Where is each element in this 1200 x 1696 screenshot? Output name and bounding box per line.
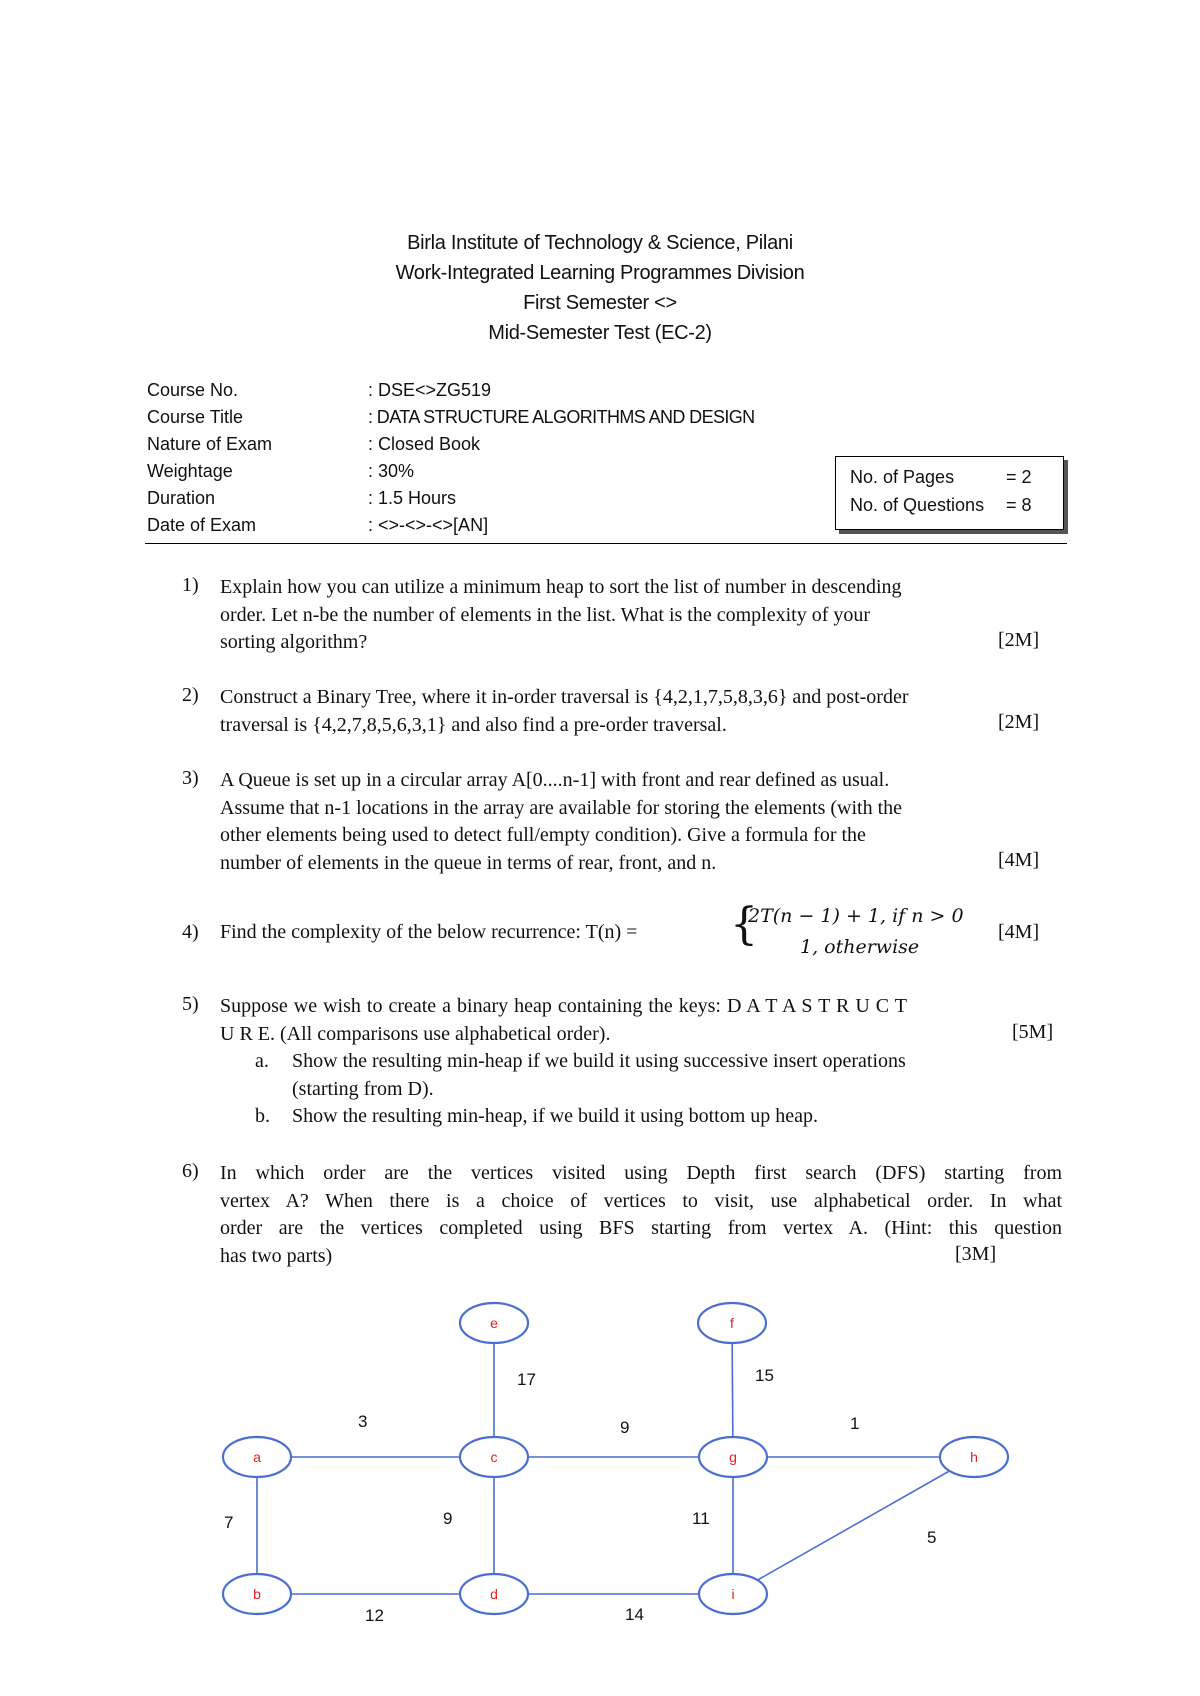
meta-label: Weightage: [147, 461, 233, 481]
subquestion-line: Show the resulting min-heap, if we build it using bottom up heap.: [292, 1105, 819, 1127]
question-line: traversal is {4,2,7,8,5,6,3,1} and also find a pre-order traversal.: [220, 713, 727, 736]
question-line: Suppose we wish to create a binary heap containing the keys: D A T A S T R U C T: [220, 995, 907, 1017]
question-marks: [3M]: [955, 1243, 997, 1265]
questions-label: No. of Questions: [850, 495, 985, 515]
question-number: 3): [182, 767, 199, 789]
edge-weight-label: 3: [358, 1412, 368, 1431]
graph-node-label: a: [253, 1449, 261, 1465]
edge-weight-label: 9: [620, 1418, 630, 1437]
edge-weight-label: 7: [224, 1513, 234, 1532]
question-number: 2): [182, 684, 199, 706]
subquestion-label: b.: [255, 1105, 270, 1127]
meta-value: : DATA STRUCTURE ALGORITHMS AND DESIGN: [368, 407, 755, 427]
question-line: vertex A? When there is a choice of vertices to visit, use alphabetical order. In what: [220, 1189, 1062, 1212]
edge-weight-label: 12: [365, 1606, 384, 1625]
meta-value: : 30%: [368, 461, 415, 481]
division-name: Work-Integrated Learning Programmes Division: [395, 262, 805, 284]
question-number: 1): [182, 574, 199, 596]
question-line: U R E. (All comparisons use alphabetical order).: [220, 1022, 611, 1045]
meta-label: Nature of Exam: [147, 434, 273, 454]
graph-node-label: b: [253, 1586, 261, 1602]
pages-value: = 2: [1006, 467, 1032, 487]
question-line: has two parts): [220, 1244, 333, 1267]
subquestion-line: (starting from D).: [292, 1077, 434, 1100]
question-line: Construct a Binary Tree, where it in-order traversal is {4,2,1,7,5,8,3,6} and post-order: [220, 686, 909, 708]
question-marks: [4M]: [998, 849, 1040, 871]
questions-value: = 8: [1006, 495, 1032, 515]
question-text: Find the complexity of the below recurrence: T(n) =: [220, 921, 638, 943]
question-marks: [2M]: [998, 711, 1040, 733]
question-line: other elements being used to detect full/empty condition). Give a formula for the: [220, 824, 866, 846]
question-number: 4): [182, 921, 199, 943]
question-line: number of elements in the queue in terms of rear, front, and n.: [220, 851, 717, 874]
recurrence-case-1: 2T(n − 1) + 1, if n > 0: [748, 905, 964, 927]
question-line: A Queue is set up in a circular array A[0....n-1] with front and rear defined as usual.: [220, 769, 890, 791]
meta-value: : 1.5 Hours: [368, 488, 457, 508]
edge-weight-label: 14: [625, 1605, 644, 1624]
meta-label: Date of Exam: [147, 515, 257, 535]
graph-node-label: g: [729, 1449, 737, 1465]
recurrence-case-2: 1, otherwise: [800, 936, 920, 958]
meta-label: Course No.: [147, 380, 239, 400]
brace-symbol: {: [730, 899, 758, 950]
semester-label: First Semester <>: [523, 292, 677, 314]
meta-value: : <>-<>-<>[AN]: [368, 515, 489, 535]
graph-node-label: i: [731, 1586, 735, 1602]
edge-weight-label: 11: [692, 1509, 710, 1528]
edge-weight-label: 1: [850, 1414, 860, 1433]
edge-weight-label: 9: [443, 1509, 453, 1528]
pages-label: No. of Pages: [850, 467, 955, 487]
question-number: 6): [182, 1160, 199, 1182]
question-marks: [5M]: [1012, 1021, 1054, 1043]
question-line: Explain how you can utilize a minimum heap to sort the list of number in descending: [220, 576, 902, 598]
question-marks: [2M]: [998, 629, 1040, 651]
test-title: Mid-Semester Test (EC-2): [488, 322, 712, 344]
question-line: sorting algorithm?: [220, 631, 368, 653]
graph-node-label: f: [730, 1315, 734, 1331]
subquestion-label: a.: [255, 1050, 269, 1072]
institute-name: Birla Institute of Technology & Science, Pilani: [407, 232, 793, 254]
meta-label: Duration: [147, 488, 216, 508]
graph-node-label: d: [490, 1586, 498, 1602]
edge-weight-label: 15: [755, 1366, 774, 1385]
graph-node-label: e: [490, 1315, 498, 1331]
question-number: 5): [182, 993, 199, 1015]
meta-label: Course Title: [147, 407, 244, 427]
edge-weight-label: 5: [927, 1528, 937, 1547]
graph-edge-h-i: [733, 1457, 974, 1594]
graph-node-label: c: [490, 1449, 498, 1465]
question-line: order. Let n-be the number of elements in the list. What is the complexity of your: [220, 603, 871, 626]
meta-value: : Closed Book: [368, 434, 481, 454]
edge-weight-label: 17: [517, 1370, 536, 1389]
meta-value: : DSE<>ZG519: [368, 380, 492, 400]
question-line: Assume that n-1 locations in the array are available for storing the elements (with the: [220, 796, 903, 819]
graph-node-label: h: [970, 1449, 978, 1465]
subquestion-line: Show the resulting min-heap if we build it using successive insert operations: [292, 1050, 906, 1072]
question-marks: [4M]: [998, 921, 1040, 943]
question-line: order are the vertices completed using BFS starting from vertex A. (Hint: this question: [220, 1217, 1062, 1239]
question-line: In which order are the vertices visited using Depth first search (DFS) starting from: [220, 1162, 1062, 1184]
